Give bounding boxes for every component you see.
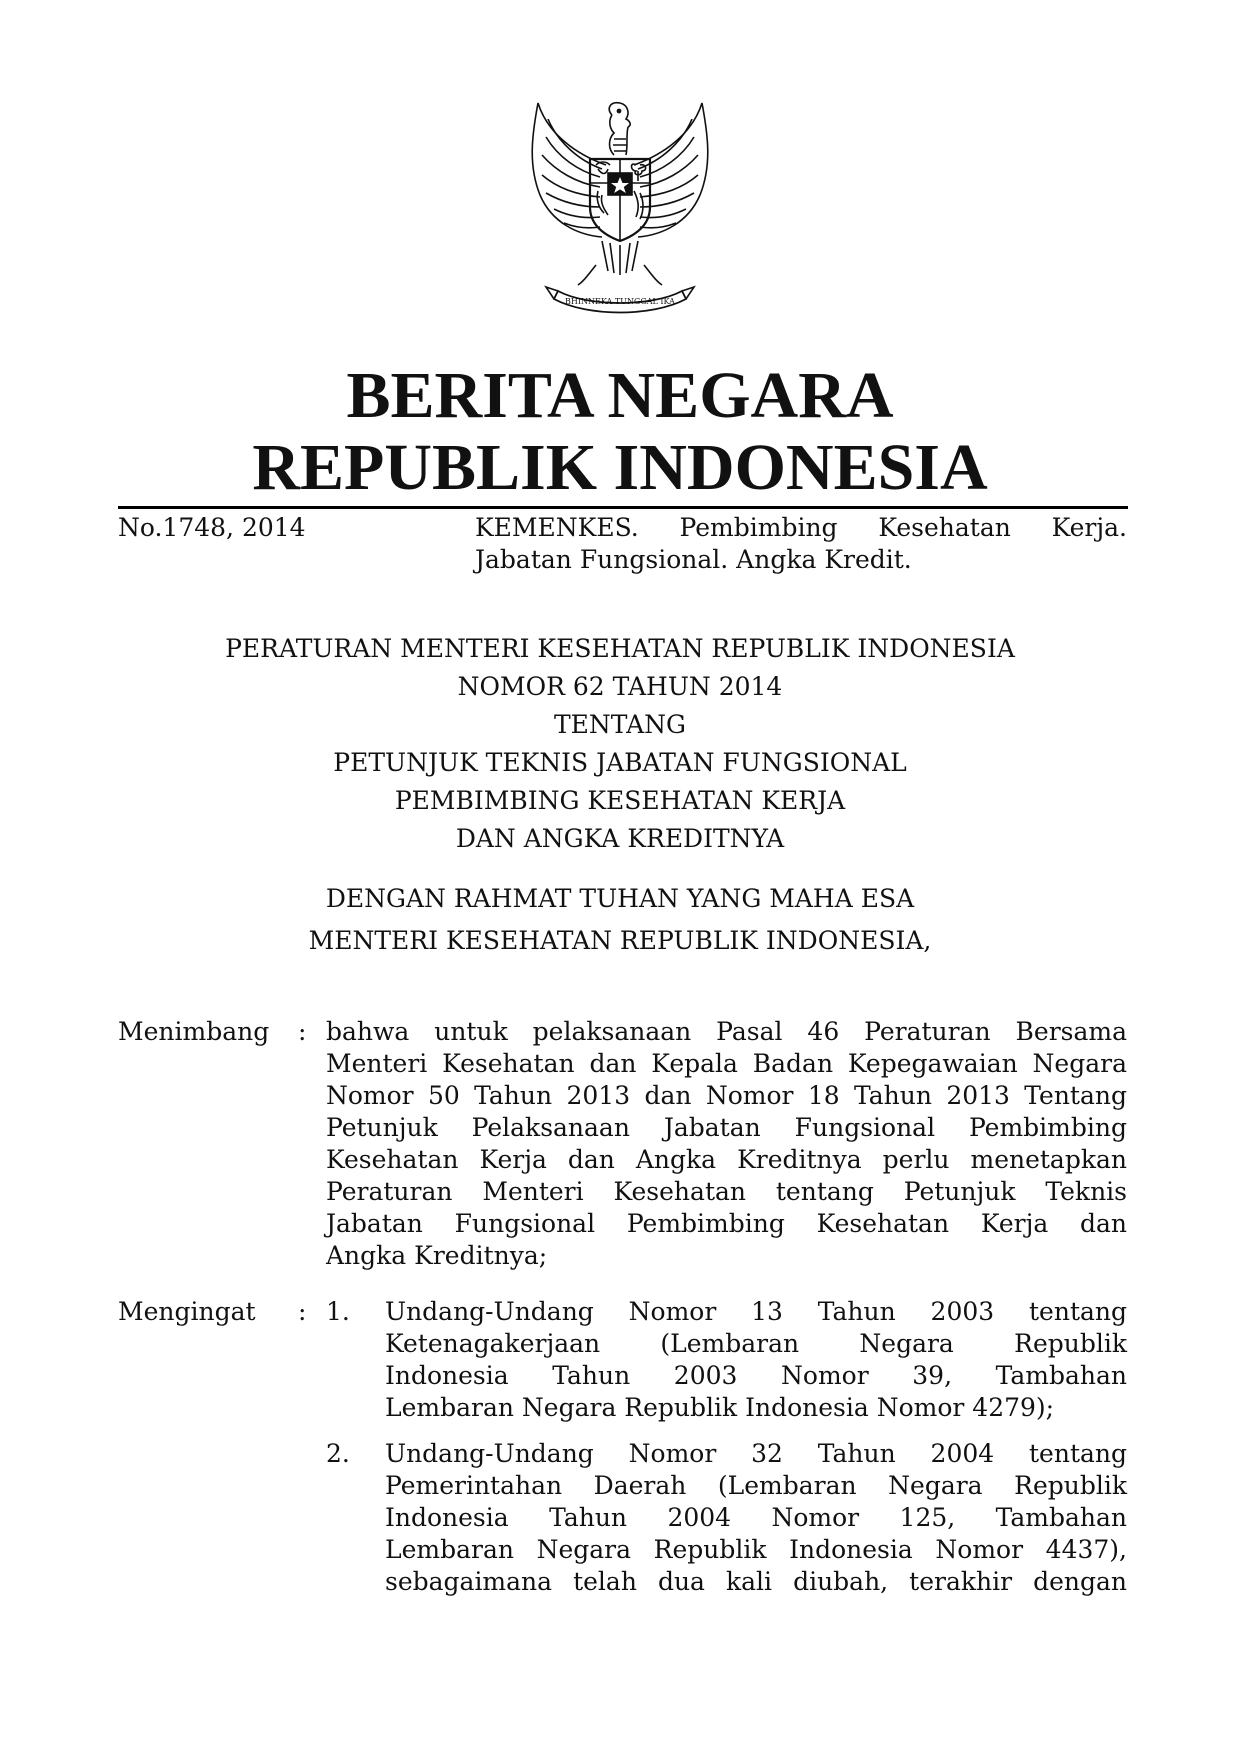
- text-line: Nomor 50 Tahun 2013 dan Nomor 18 Tahun 2013 Tentang: [326, 1081, 1127, 1110]
- regulation-title-line: PETUNJUK TEKNIS JABATAN FUNGSIONAL: [333, 748, 907, 777]
- menimbang-text: [326, 1016, 1127, 1272]
- regulation-title-line: DAN ANGKA KREDITNYA: [455, 824, 785, 853]
- text-line: Lembaran Negara Republik Indonesia Nomor 4437),: [385, 1535, 1127, 1564]
- text-line: Indonesia Tahun 2004 Nomor 125, Tambahan: [385, 1503, 1127, 1532]
- regulation-title: [0, 630, 1240, 858]
- text-line: Menteri Kesehatan dan Kepala Badan Kepegawaian Negara: [326, 1049, 1127, 1078]
- text-line: Indonesia Tahun 2003 Nomor 39, Tambahan: [385, 1361, 1127, 1390]
- regulation-title-line: TENTANG: [553, 710, 686, 739]
- gazette-subject-line2: Jabatan Fungsional. Angka Kredit.: [475, 545, 912, 574]
- gazette-subject-line1: KEMENKES. Pembimbing Kesehatan Kerja.: [475, 513, 1127, 542]
- mengingat-colon: :: [298, 1297, 307, 1326]
- menimbang-label: Menimbang: [118, 1017, 270, 1046]
- mengingat-item-number: 2.: [326, 1439, 350, 1468]
- opening-line: DENGAN RAHMAT TUHAN YANG MAHA ESA: [325, 884, 915, 913]
- garuda-pancasila-emblem-icon: [518, 95, 722, 315]
- text-line: Pemerintahan Daerah (Lembaran Negara Republik: [385, 1471, 1127, 1500]
- masthead-title-line1: BERITA NEGARA: [346, 359, 894, 432]
- opening-line: MENTERI KESEHATAN REPUBLIK INDONESIA,: [308, 926, 932, 955]
- text-line: Kesehatan Kerja dan Angka Kreditnya perlu menetapkan: [326, 1145, 1127, 1174]
- text-line: Lembaran Negara Republik Indonesia Nomor 4279);: [385, 1393, 1055, 1422]
- text-line: Petunjuk Pelaksanaan Jabatan Fungsional Pembimbing: [326, 1113, 1127, 1142]
- text-line: Peraturan Menteri Kesehatan tentang Petunjuk Teknis: [326, 1177, 1127, 1206]
- text-line: Undang-Undang Nomor 32 Tahun 2004 tentang: [385, 1439, 1127, 1468]
- regulation-title-line: PEMBIMBING KESEHATAN KERJA: [394, 786, 846, 815]
- mengingat-item-text: [385, 1296, 1127, 1424]
- gazette-subject: [475, 512, 1127, 576]
- text-line: Angka Kreditnya;: [326, 1241, 548, 1270]
- masthead-divider: [118, 506, 1128, 509]
- svg-text:BHINNEKA TUNGGAL IKA: BHINNEKA TUNGGAL IKA: [565, 297, 675, 306]
- gazette-number: No.1748, 2014: [118, 513, 306, 542]
- regulation-number: NOMOR 62 TAHUN 2014: [457, 672, 783, 701]
- text-line: sebagaimana telah dua kali diubah, terakhir dengan: [385, 1567, 1127, 1596]
- mengingat-item-text: [385, 1438, 1127, 1598]
- text-line: bahwa untuk pelaksanaan Pasal 46 Peraturan Bersama: [326, 1017, 1127, 1046]
- mengingat-item-number: 1.: [326, 1297, 350, 1326]
- mengingat-label: Mengingat: [118, 1297, 256, 1326]
- opening-formula: [0, 878, 1240, 962]
- masthead-title-line2: REPUBLIK INDONESIA: [252, 431, 988, 504]
- text-line: Undang-Undang Nomor 13 Tahun 2003 tentang: [385, 1297, 1127, 1326]
- text-line: Ketenagakerjaan (Lembaran Negara Republik: [385, 1329, 1127, 1358]
- text-line: Jabatan Fungsional Pembimbing Kesehatan Kerja dan: [326, 1209, 1127, 1238]
- regulation-title-line: PERATURAN MENTERI KESEHATAN REPUBLIK INDONESIA: [225, 634, 1015, 663]
- menimbang-colon: :: [298, 1017, 307, 1046]
